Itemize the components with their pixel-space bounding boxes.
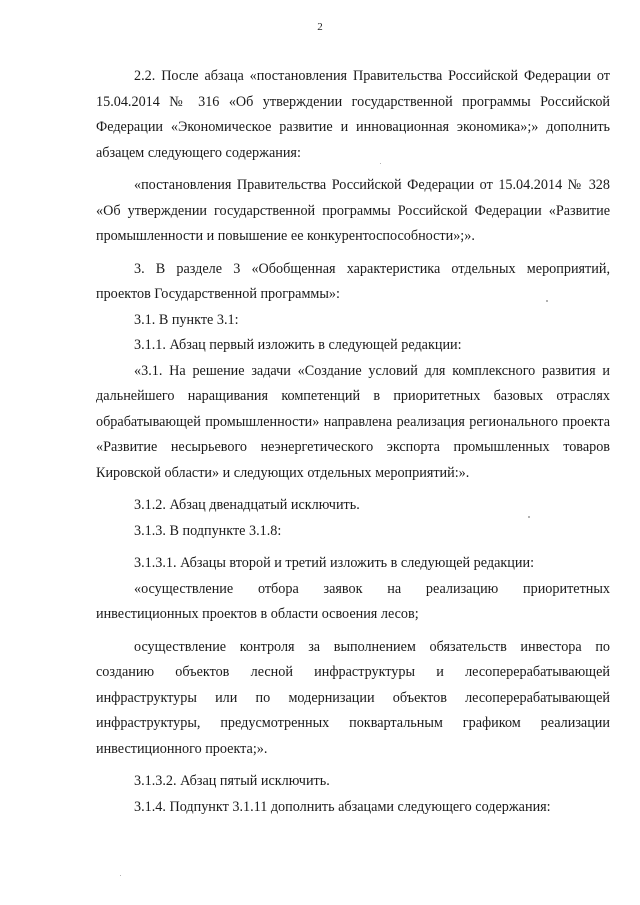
paragraph-gap [96,166,610,173]
paragraph-quoted-decree: «постановления Правительства Российской Федерации от 15.04.2014 № 328 «Об утверждении государственной программы Российской Федерации «Развитие промышленности и повышение ее конкурентоспособности»;». [96,177,610,244]
paragraph-gap [96,486,610,493]
document-body [96,64,610,820]
paragraph-gap [96,250,610,257]
paragraph-3-1-1: 3.1.1. Абзац первый изложить в следующей редакции: [134,337,462,353]
paragraph-gap [96,628,610,635]
paragraph-3: 3. В разделе 3 «Обобщенная характеристика отдельных мероприятий, проектов Государственной программы»: [96,260,610,302]
paragraph-3-1: 3.1. В пункте 3.1: [134,311,239,328]
page-number: 2 [317,21,323,33]
paragraph-gap [96,762,610,769]
paragraph-2-2: 2.2. После абзаца «постановления Правительства Российской Федерации от 15.04.2014 № 316 «Об утверждении государственной программы Российской Федерации «Экономическое развитие и инновационная экономика»;» дополнить абзацем следующего содержания: [96,68,610,161]
paragraph-3-1-2: 3.1.2. Абзац двенадцатый исключить. [134,497,360,513]
paragraph-3-1-3-2: 3.1.3.2. Абзац пятый исключить. [134,773,330,789]
paragraph-quoted-selection: «осуществление отбора заявок на реализацию приоритетных инвестиционных проектов в области освоения лесов; [96,580,610,622]
scan-speck [120,875,121,876]
paragraph-quoted-control: осуществление контроля за выполнением обязательств инвестора по созданию объектов лесной инфраструктуры и лесоперерабатывающей инфраструктуры или по модернизации объектов лесоперерабатывающей инфраструктуры, предусмотренных поквартальным графиком реализации инвестиционного проекта;». [96,638,610,757]
paragraph-3-1-3-1: 3.1.3.1. Абзацы второй и третий изложить в следующей редакции: [134,555,535,571]
scan-speck [546,300,548,302]
paragraph-3-1-3: 3.1.3. В подпункте 3.1.8: [134,522,282,539]
paragraph-3-1-4: 3.1.4. Подпункт 3.1.11 дополнить абзацами следующего содержания: [134,798,551,815]
paragraph-quoted-3-1: «3.1. На решение задачи «Создание условий для комплексного развития и дальнейшего наращивания компетенций в приоритетных базовых отраслях обрабатывающей промышленности» направлена реализация регионального проекта «Развитие несырьевого неэнергетического экспорта промышленных товаров Кировской области» и следующих отдельных мероприятий:». [96,362,610,481]
scan-speck [380,163,381,164]
paragraph-gap [96,544,610,551]
scan-speck [528,516,530,518]
